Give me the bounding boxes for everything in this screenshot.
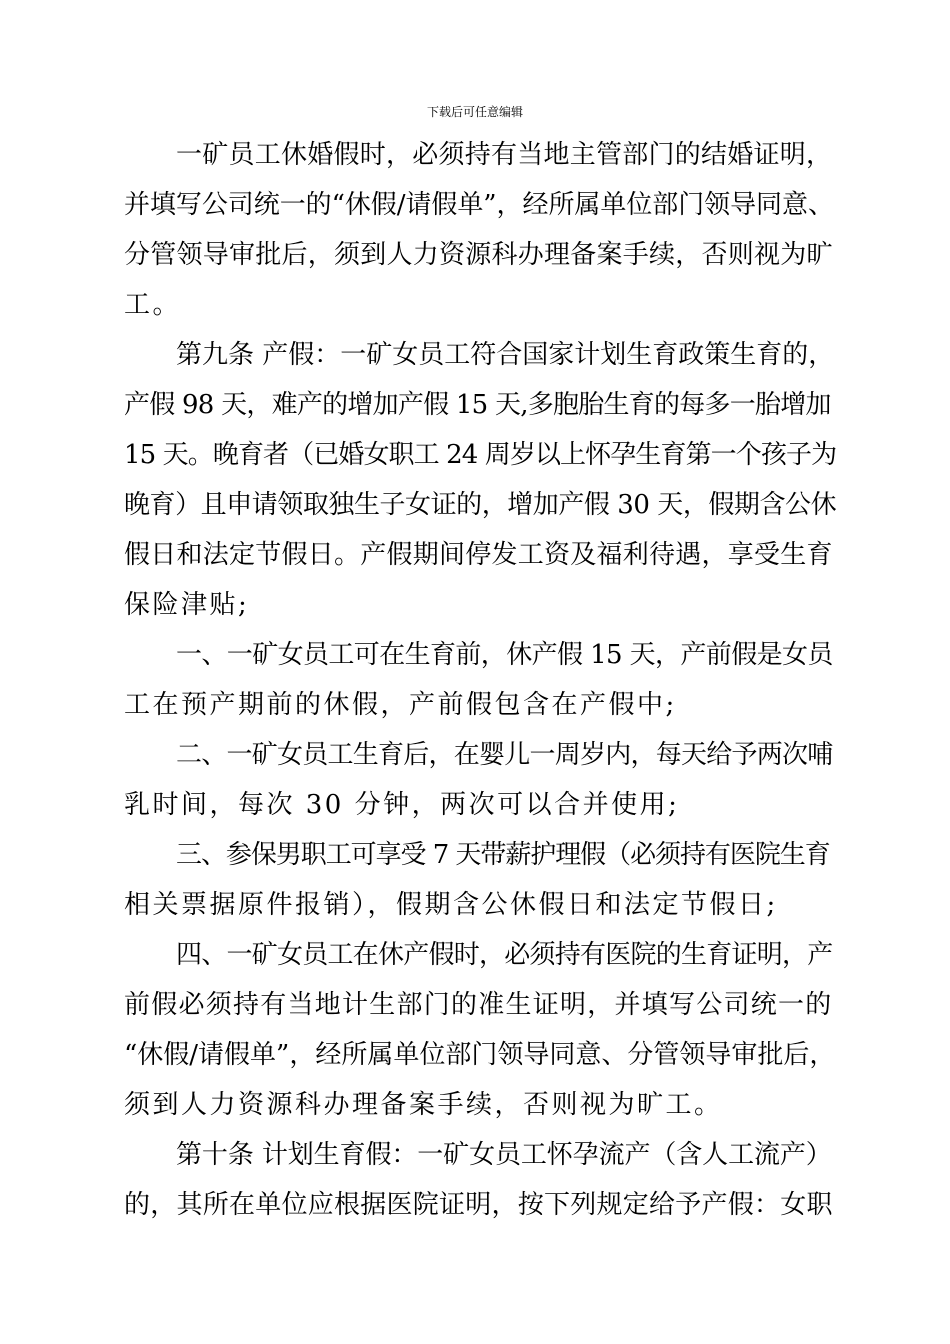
page-header: 下载后可任意编辑: [426, 105, 523, 119]
text-line: 第九条 产假：一矿女员工符合国家计划生育政策生育的，: [176, 340, 835, 370]
text-line: 二、一矿女员工生育后，在婴儿一周岁内，每天给予两次哺: [176, 740, 833, 770]
text-line: 乳时间，每次 30 分钟，两次可以合并使用;: [124, 790, 680, 820]
document-body: [124, 130, 836, 1230]
text-line: 假日和法定节假日。产假期间停发工资及福利待遇，享受生育: [124, 540, 833, 570]
text-line: 晚育）且申请领取独生子女证的，增加产假 30 天，假期含公休: [124, 490, 837, 520]
text-line: 相关票据原件报销），假期含公休假日和法定节假日;: [124, 890, 778, 920]
text-line: 并填写公司统一的“休假/请假单”，经所属单位部门领导同意、: [124, 190, 834, 220]
text-line: 的，其所在单位应根据医院证明，按下列规定给予产假：女职: [124, 1190, 833, 1220]
text-line: 一矿员工休婚假时，必须持有当地主管部门的结婚证明，: [176, 140, 833, 170]
text-line: 工在预产期前的休假，产前假包含在产假中;: [124, 690, 677, 720]
text-line: 三、参保男职工可享受 7 天带薪护理假（必须持有医院生育: [176, 840, 830, 870]
text-line: 工。: [124, 290, 182, 320]
text-line: 分管领导审批后，须到人力资源科办理备案手续，否则视为旷: [124, 240, 833, 270]
text-line: 四、一矿女员工在休产假时，必须持有医院的生育证明，产: [176, 940, 833, 970]
text-line: 前假必须持有当地计生部门的准生证明，并填写公司统一的: [124, 990, 833, 1020]
text-line: 产假 98 天，难产的增加产假 15 天,多胞胎生育的每多一胎增加: [124, 390, 831, 420]
text-line: 须到人力资源科办理备案手续，否则视为旷工。: [124, 1090, 723, 1120]
text-line: “休假/请假单”，经所属单位部门领导同意、分管领导审批后，: [124, 1040, 836, 1070]
text-line: 第十条 计划生育假：一矿女员工怀孕流产（含人工流产）: [176, 1140, 832, 1170]
text-line: 15 天。晚育者（已婚女职工 24 周岁以上怀孕生育第一个孩子为: [124, 440, 837, 470]
text-line: 一、一矿女员工可在生育前，休产假 15 天，产前假是女员: [176, 640, 833, 670]
text-line: 保险津贴;: [124, 590, 250, 620]
